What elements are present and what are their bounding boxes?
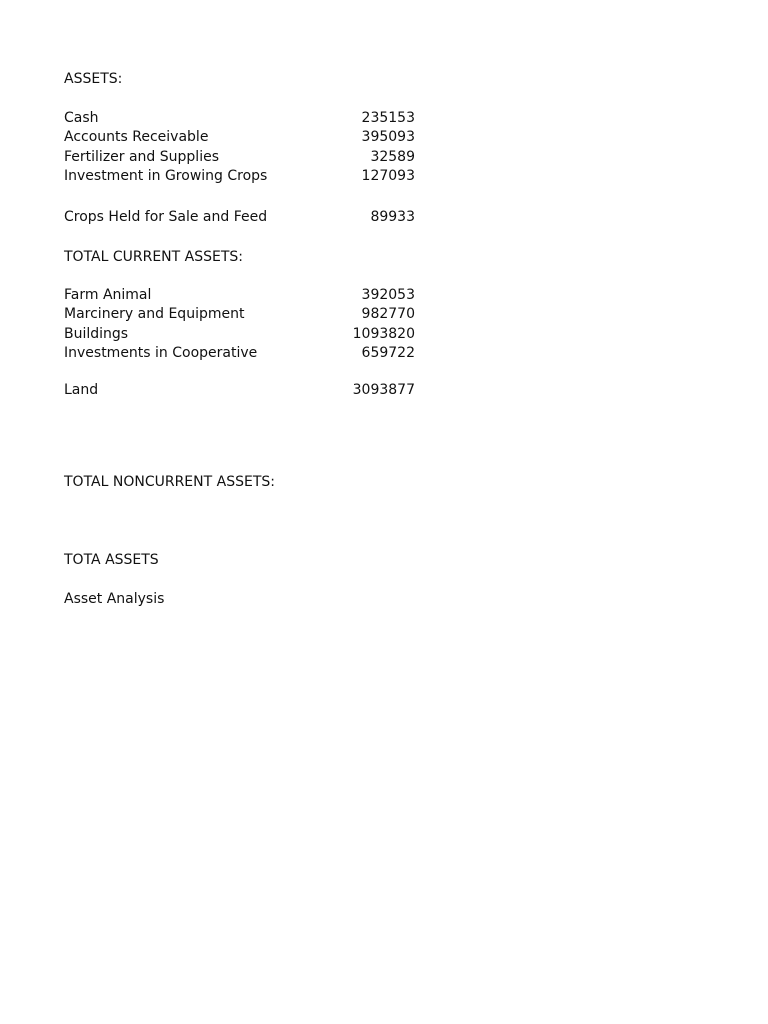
total-assets-label: TOTA ASSETS bbox=[64, 552, 159, 568]
total-current-assets-label: TOTAL CURRENT ASSETS: bbox=[64, 249, 244, 265]
asset-row-land bbox=[64, 380, 415, 400]
asset-label: Investment in Growing Crops bbox=[64, 168, 268, 184]
asset-value: 235153 bbox=[361, 110, 415, 126]
asset-label: Marcinery and Equipment bbox=[64, 306, 245, 322]
asset-value: 395093 bbox=[361, 129, 415, 145]
asset-row-cash bbox=[64, 108, 415, 128]
asset-label: Farm Animal bbox=[64, 287, 152, 303]
total-noncurrent-assets-label: TOTAL NONCURRENT ASSETS: bbox=[64, 474, 275, 490]
asset-value: 982770 bbox=[361, 306, 415, 322]
asset-row-buildings bbox=[64, 324, 415, 344]
asset-value: 32589 bbox=[370, 149, 415, 165]
asset-value: 659722 bbox=[361, 345, 415, 361]
asset-label: Fertilizer and Supplies bbox=[64, 149, 219, 165]
total-current-assets-row bbox=[64, 247, 415, 267]
asset-value: 1093820 bbox=[352, 326, 415, 342]
asset-value: 3093877 bbox=[352, 382, 415, 398]
asset-label: Crops Held for Sale and Feed bbox=[64, 209, 268, 225]
asset-row-crops-held bbox=[64, 207, 415, 227]
asset-value: 89933 bbox=[370, 209, 415, 225]
asset-row-fertilizer bbox=[64, 147, 415, 167]
assets-header: ASSETS: bbox=[64, 71, 123, 87]
asset-value: 392053 bbox=[361, 287, 415, 303]
asset-analysis-row bbox=[64, 589, 415, 609]
asset-label: Land bbox=[64, 382, 99, 398]
asset-row-machinery bbox=[64, 304, 415, 324]
total-assets-row bbox=[64, 550, 415, 570]
assets-header-row bbox=[64, 69, 415, 89]
asset-row-cooperative bbox=[64, 343, 415, 363]
asset-row-growing-crops bbox=[64, 166, 415, 186]
asset-label: Buildings bbox=[64, 326, 129, 342]
asset-row-accounts-receivable bbox=[64, 127, 415, 147]
asset-label: Cash bbox=[64, 110, 99, 126]
asset-label: Accounts Receivable bbox=[64, 129, 209, 145]
asset-value: 127093 bbox=[361, 168, 415, 184]
asset-analysis-label: Asset Analysis bbox=[64, 591, 165, 607]
asset-row-farm-animal bbox=[64, 285, 415, 305]
asset-label: Investments in Cooperative bbox=[64, 345, 258, 361]
total-noncurrent-assets-row bbox=[64, 472, 415, 492]
